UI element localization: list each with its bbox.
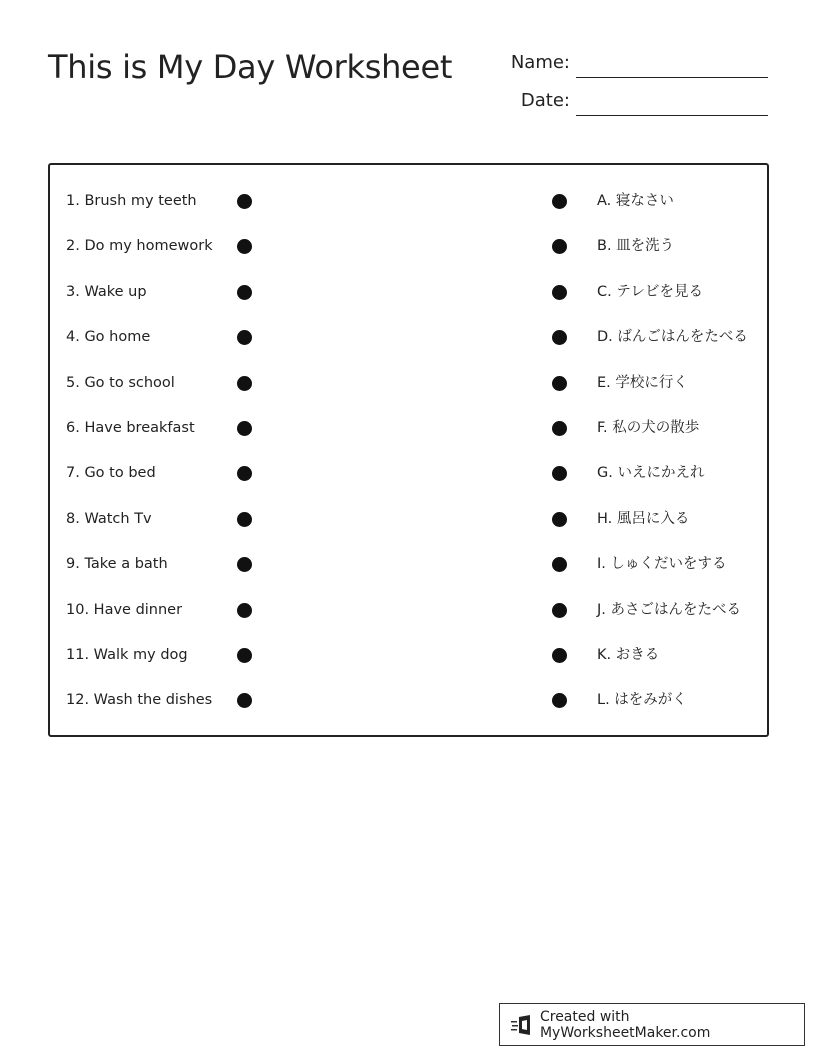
left-dot[interactable] (237, 466, 252, 481)
match-row (50, 645, 767, 665)
right-dot[interactable] (552, 194, 567, 209)
left-dot[interactable] (237, 512, 252, 527)
left-dot[interactable] (237, 648, 252, 663)
right-dot[interactable] (552, 693, 567, 708)
right-item: I. しゅくだいをする (597, 556, 727, 573)
right-dot[interactable] (552, 648, 567, 663)
name-field (440, 52, 570, 76)
right-item: F. 私の犬の散歩 (597, 420, 700, 436)
name-input-line[interactable] (576, 77, 768, 78)
right-item: J. あさごはんをたべる (597, 601, 741, 618)
match-row (50, 509, 767, 529)
left-item: 7. Go to bed (66, 465, 156, 482)
left-item: 4. Go home (66, 329, 151, 346)
right-item: H. 風呂に入る (597, 510, 690, 527)
match-row (50, 418, 767, 438)
left-dot[interactable] (237, 693, 252, 708)
left-dot[interactable] (237, 376, 252, 391)
left-item: 1. Brush my teeth (66, 193, 197, 209)
right-dot[interactable] (552, 557, 567, 572)
footer-text: Created with MyWorksheetMaker.com (539, 1008, 711, 1041)
left-item: 6. Have breakfast (66, 420, 195, 436)
name-label: Name: (510, 52, 570, 73)
matching-box (48, 163, 769, 737)
right-dot[interactable] (552, 330, 567, 345)
right-item: D. ばんごはんをたべる (597, 329, 748, 346)
page-title: This is My Day Worksheet (48, 48, 453, 86)
match-row (50, 690, 767, 710)
left-item: 2. Do my homework (66, 238, 213, 255)
right-item: B. 皿を洗う (597, 238, 675, 255)
left-item: 3. Wake up (66, 283, 147, 300)
right-item: E. 学校に行く (597, 374, 688, 391)
left-item: 11. Walk my dog (66, 647, 188, 663)
left-item: 8. Watch Tv (66, 510, 152, 527)
right-item: K. おきる (597, 647, 660, 663)
match-row (50, 282, 767, 302)
right-dot[interactable] (552, 512, 567, 527)
match-row (50, 236, 767, 256)
right-dot[interactable] (552, 376, 567, 391)
left-dot[interactable] (237, 421, 252, 436)
match-row (50, 191, 767, 211)
right-dot[interactable] (552, 239, 567, 254)
date-input-line[interactable] (576, 115, 768, 116)
left-dot[interactable] (237, 557, 252, 572)
right-dot[interactable] (552, 285, 567, 300)
footer-badge (499, 1003, 805, 1046)
left-dot[interactable] (237, 603, 252, 618)
left-item: 12. Wash the dishes (66, 692, 213, 709)
date-label: Date: (520, 90, 570, 111)
right-item: L. はをみがく (597, 692, 687, 709)
match-row (50, 463, 767, 483)
match-row (50, 554, 767, 574)
match-row (50, 600, 767, 620)
right-dot[interactable] (552, 421, 567, 436)
date-field (440, 90, 570, 114)
right-item: G. いえにかえれ (597, 465, 705, 482)
left-item: 9. Take a bath (66, 556, 168, 573)
worksheet-maker-logo-icon (510, 1014, 534, 1036)
left-dot[interactable] (237, 194, 252, 209)
match-row (50, 373, 767, 393)
left-item: 5. Go to school (66, 374, 175, 391)
left-dot[interactable] (237, 330, 252, 345)
right-item: C. テレビを見る (597, 283, 704, 300)
left-dot[interactable] (237, 285, 252, 300)
right-dot[interactable] (552, 603, 567, 618)
match-row (50, 327, 767, 347)
right-item: A. 寝なさい (597, 193, 674, 209)
left-item: 10. Have dinner (66, 601, 183, 618)
right-dot[interactable] (552, 466, 567, 481)
left-dot[interactable] (237, 239, 252, 254)
